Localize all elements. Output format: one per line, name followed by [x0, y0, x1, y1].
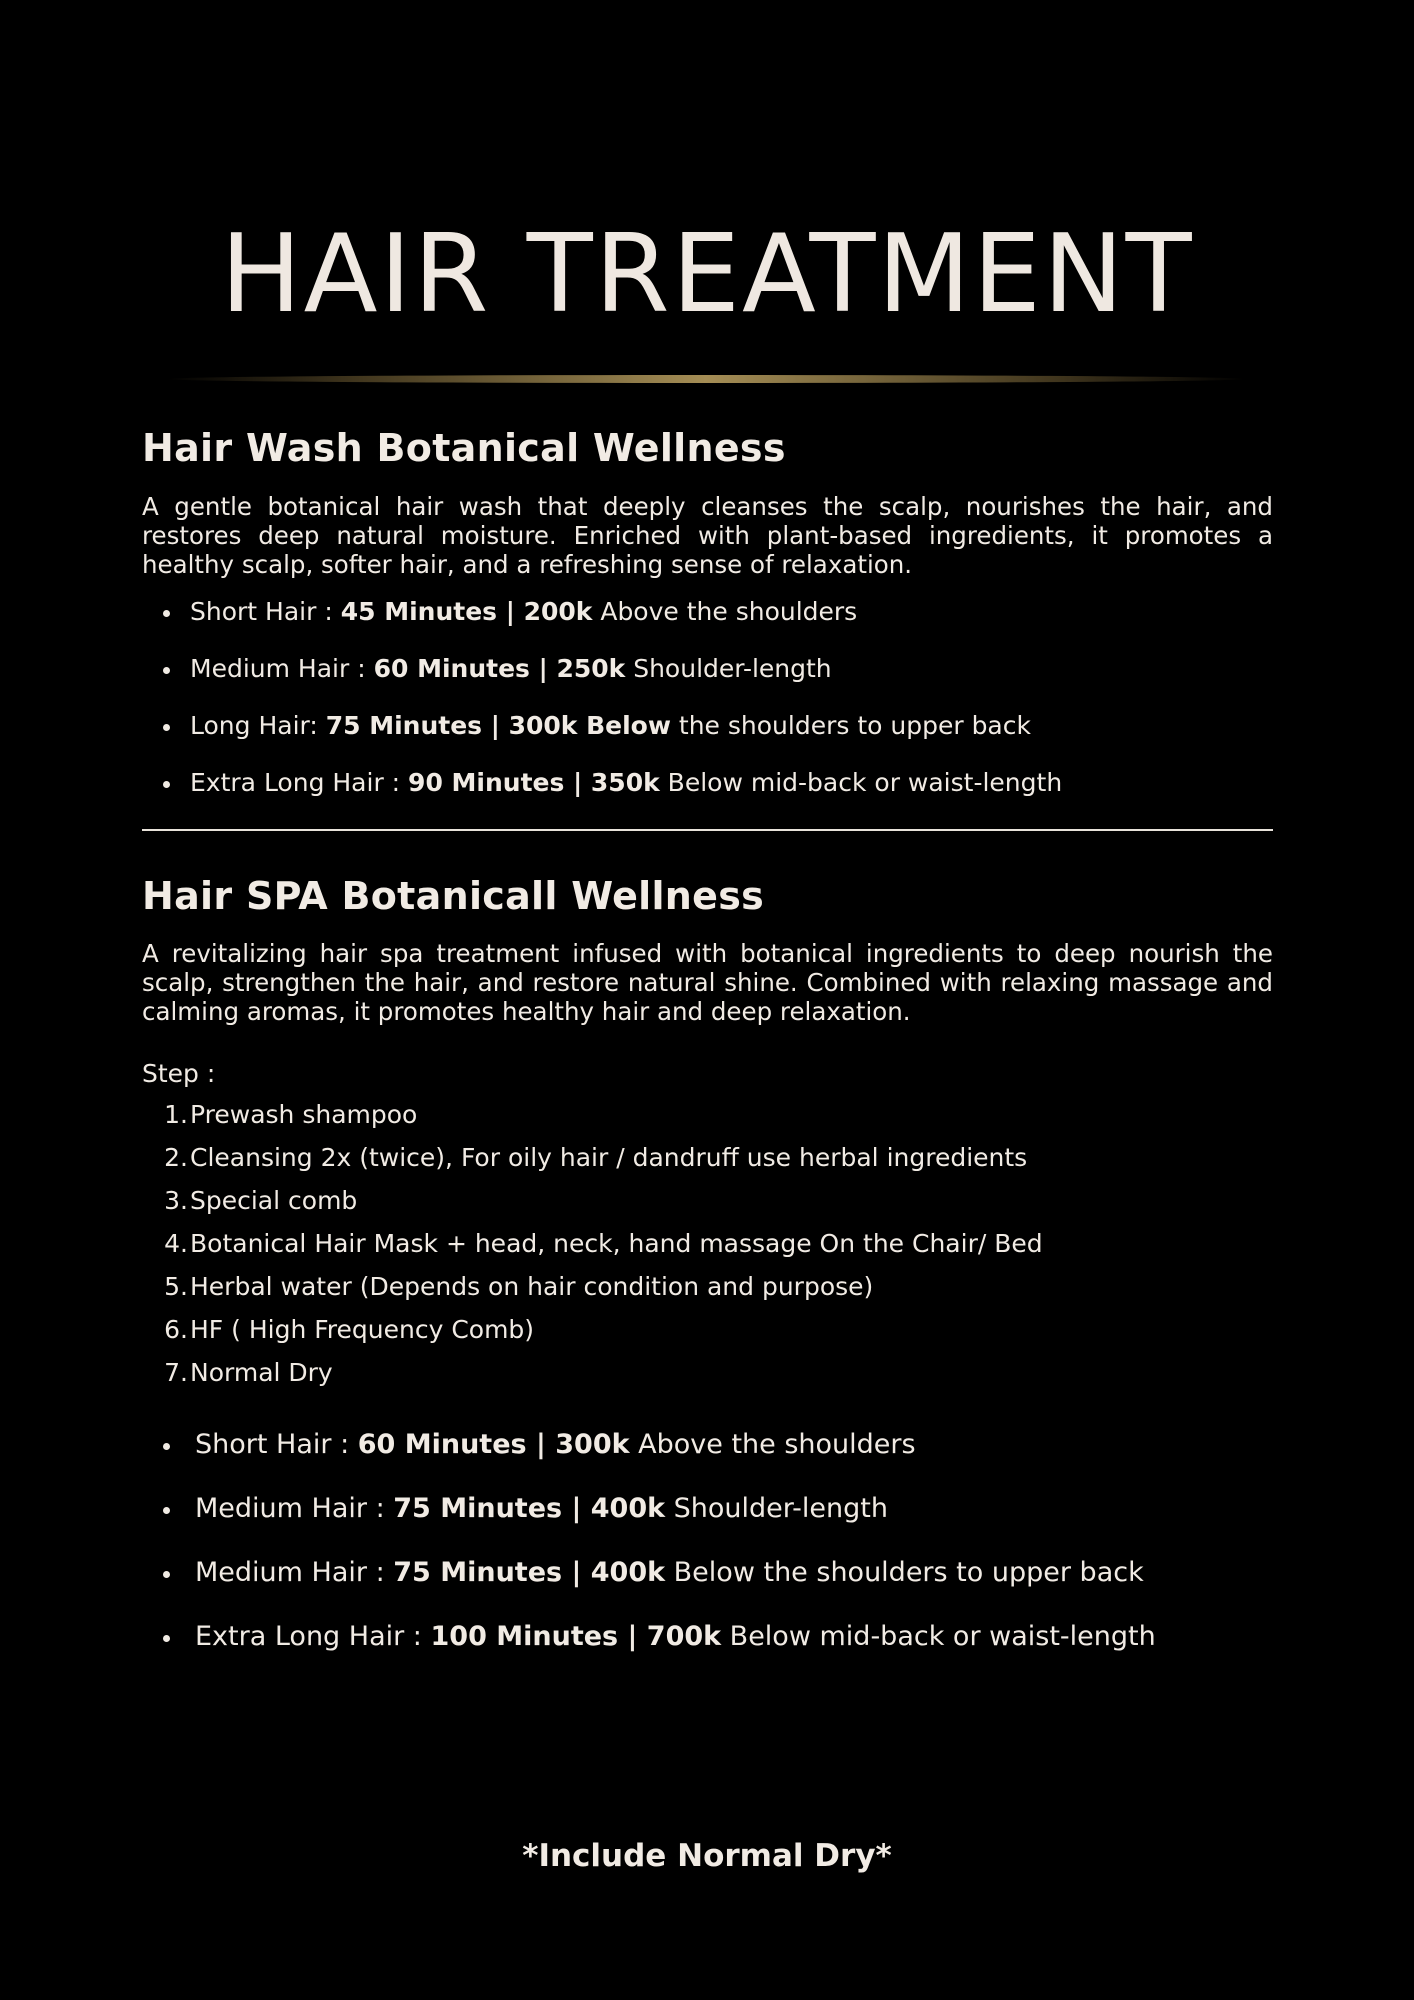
- step-item: [142, 1100, 1273, 1143]
- price-length: Shoulder-length: [625, 654, 832, 683]
- step-number: 3.: [164, 1186, 188, 1215]
- step-item: [142, 1272, 1273, 1315]
- price-label: Short Hair :: [195, 1429, 358, 1460]
- step-item: [142, 1315, 1273, 1358]
- price-label: Short Hair :: [190, 597, 341, 626]
- price-time-cost: 75 Minutes | 300k Below: [325, 711, 671, 740]
- step-number: 2.: [164, 1143, 188, 1172]
- price-item: [142, 597, 1273, 654]
- price-length: Above the shoulders: [629, 1429, 916, 1460]
- step-text: Botanical Hair Mask + head, neck, hand massage On the Chair/ Bed: [190, 1229, 1043, 1258]
- wash-title: Hair Wash Botanical Wellness: [142, 426, 786, 470]
- price-time-cost: 45 Minutes | 200k: [340, 597, 593, 626]
- gold-divider: [166, 375, 1246, 383]
- footer-note: *Include Normal Dry*: [522, 1838, 892, 1874]
- step-text: Prewash shampoo: [190, 1100, 418, 1129]
- price-time-cost: 60 Minutes | 300k: [357, 1429, 630, 1460]
- step-text: Special comb: [190, 1186, 358, 1215]
- section-divider: [142, 829, 1273, 831]
- price-item: [142, 711, 1273, 768]
- step-number: 4.: [164, 1229, 188, 1258]
- wash-price-list: [142, 597, 1273, 808]
- step-text: Normal Dry: [190, 1358, 333, 1387]
- wash-section: [142, 424, 1273, 808]
- price-length: the shoulders to upper back: [670, 711, 1031, 740]
- step-text: HF ( High Frequency Comb): [190, 1315, 535, 1344]
- spa-description: A revitalizing hair spa treatment infused with botanical ingredients to deep nourish the scalp, strengthen the hair, and restore natural shine. Combined with relaxing massage and calming aromas, it promotes healthy hair and deep relaxation.: [142, 939, 1273, 1026]
- steps-list: [142, 1100, 1273, 1401]
- price-time-cost: 75 Minutes | 400k: [393, 1493, 666, 1524]
- step-item: [142, 1186, 1273, 1229]
- price-item: [142, 1621, 1273, 1661]
- price-label: Medium Hair :: [195, 1493, 394, 1524]
- step-number: 6.: [164, 1315, 188, 1344]
- price-length: Above the shoulders: [592, 597, 858, 626]
- price-item: [142, 1557, 1273, 1621]
- price-item: [142, 768, 1273, 808]
- price-label: Medium Hair :: [190, 654, 374, 683]
- price-label: Long Hair:: [190, 711, 326, 740]
- step-number: 5.: [164, 1272, 188, 1301]
- step-text: Cleansing 2x (twice), For oily hair / dandruff use herbal ingredients: [190, 1143, 1028, 1172]
- step-item: [142, 1358, 1273, 1401]
- price-length: Below mid-back or waist-length: [721, 1621, 1156, 1652]
- price-label: Extra Long Hair :: [195, 1621, 431, 1652]
- steps-label: Step :: [142, 1059, 216, 1088]
- price-length: Below the shoulders to upper back: [665, 1557, 1144, 1588]
- price-time-cost: 100 Minutes | 700k: [430, 1621, 722, 1652]
- price-time-cost: 60 Minutes | 250k: [373, 654, 626, 683]
- price-time-cost: 75 Minutes | 400k: [393, 1557, 666, 1588]
- step-number: 7.: [164, 1358, 188, 1387]
- price-item: [142, 654, 1273, 711]
- spa-title: Hair SPA Botanicall Wellness: [142, 874, 765, 918]
- price-length: Shoulder-length: [665, 1493, 888, 1524]
- page-title: HAIR TREATMENT: [220, 212, 1194, 337]
- price-label: Medium Hair :: [195, 1557, 394, 1588]
- spa-price-list: [142, 1429, 1273, 1661]
- wash-description: A gentle botanical hair wash that deeply cleanses the scalp, nourishes the hair, and restores deep natural moisture. Enriched with plant-based ingredients, it promotes a healthy scalp, softer hair, and a refreshing sense of relaxation.: [142, 492, 1273, 579]
- step-number: 1.: [164, 1100, 188, 1129]
- price-time-cost: 90 Minutes | 350k: [408, 768, 660, 797]
- spa-section: [142, 872, 1273, 1661]
- step-text: Herbal water (Depends on hair condition and purpose): [190, 1272, 874, 1301]
- step-item: [142, 1143, 1273, 1186]
- price-item: [142, 1429, 1273, 1493]
- price-length: Below mid-back or waist-length: [659, 768, 1063, 797]
- price-label: Extra Long Hair :: [190, 768, 409, 797]
- step-item: [142, 1229, 1273, 1272]
- price-item: [142, 1493, 1273, 1557]
